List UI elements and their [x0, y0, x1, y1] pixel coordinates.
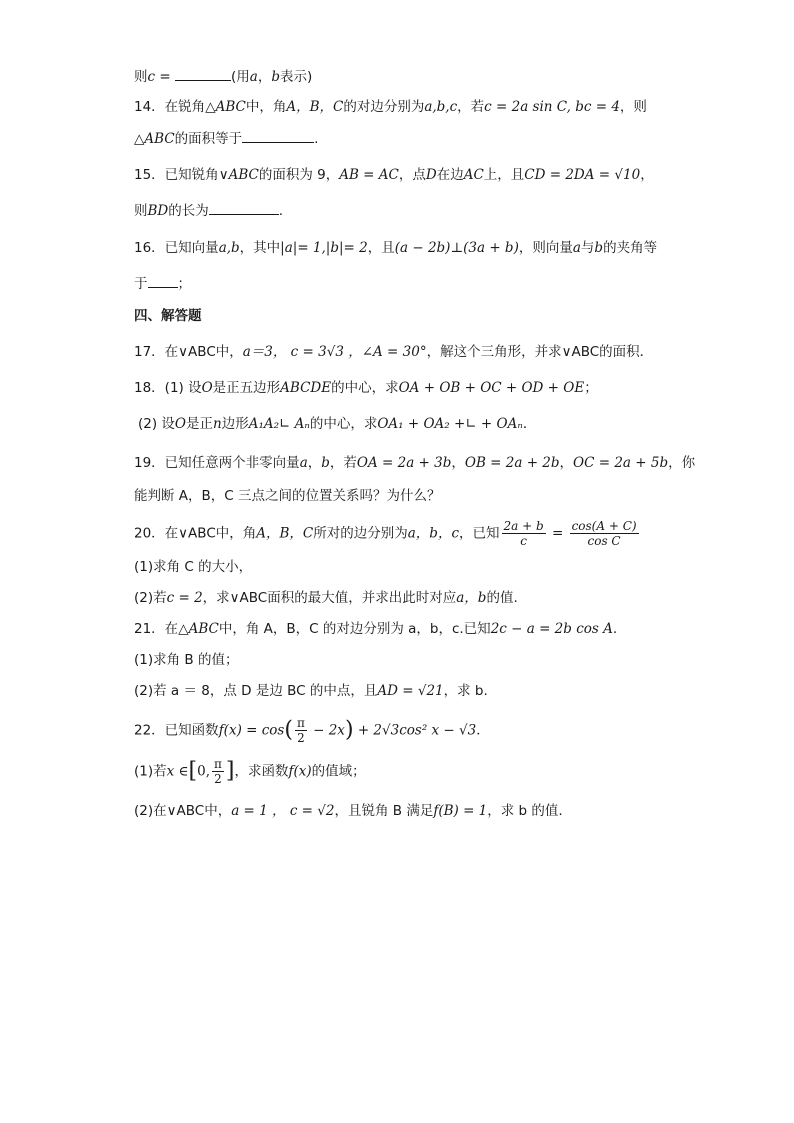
q15-text: 则 [134, 203, 148, 219]
q13-eq: = [155, 69, 175, 85]
q19-line-1 [134, 453, 714, 473]
q18-text: (2) 设 [138, 416, 175, 432]
q13-text: ， [257, 69, 272, 85]
q14-angles: A，B，C [286, 99, 344, 115]
q14-triangle: △ABC [205, 99, 246, 115]
q22-text: ，求 b 的值. [487, 803, 563, 819]
q14-answer-blank[interactable] [242, 128, 314, 143]
q15-text: 的面积为 9， [258, 167, 340, 183]
q13-text: 表示) [279, 69, 313, 85]
q22-part-1 [134, 757, 714, 786]
q13-text: 则 [134, 69, 148, 85]
q14-sides: a,b,c [424, 99, 458, 115]
q17-condition: a＝3， c = 3√3 ，∠A = 30° [242, 344, 427, 360]
q20-angles: A，B，C [256, 525, 314, 542]
q13-var-a: a [249, 69, 258, 85]
q19-vector-b: b [321, 455, 330, 471]
q15-text: . [278, 203, 284, 219]
q20-condition: c = 2 [166, 590, 203, 606]
q19-text: ，你 [668, 455, 696, 471]
q14-line-1 [134, 97, 714, 117]
q22-function: f(B) = 1 [433, 803, 488, 819]
q15-condition: CD = 2DA = √10 [524, 167, 641, 183]
q18-text: 18．(1) 设 [134, 380, 202, 396]
q20-part-1: (1)求角 C 的大小， [134, 559, 253, 575]
q17-text: ，解这个三角形，并求∨ABC的面积． [426, 344, 654, 360]
q22-frac-den: 2 [297, 731, 305, 745]
q21-line-1 [134, 619, 714, 639]
q14-line-2 [134, 128, 714, 149]
q14-text: 中，角 [245, 99, 287, 115]
q13-answer-blank[interactable] [175, 66, 231, 81]
q15-segment: BD [147, 203, 169, 219]
q13-var-c: c [147, 69, 156, 85]
q21-condition: 2c − a = 2b cos A [490, 621, 613, 637]
q20-fraction-left [502, 519, 546, 548]
q17-text: 17．在∨ABC中， [134, 344, 243, 360]
q18-pentagon: ABCDE [280, 380, 332, 396]
q16-text: 16．已知向量 [134, 240, 219, 256]
q14-text: ，若 [457, 99, 485, 115]
q22-line-1 [134, 716, 714, 745]
q20-fraction-right [570, 519, 639, 548]
q22-function: f(x) [288, 763, 312, 780]
q20-text: ，求∨ABC面积的最大值，并求出此时对应 [202, 590, 457, 606]
q21-text: 21．在 [134, 621, 179, 637]
q19-eq-ob: OB = 2a + 2b [464, 455, 560, 471]
q22-domain: x ∈ [166, 763, 189, 780]
q16-text: ； [177, 276, 191, 292]
q16-text: ，其中 [239, 240, 281, 256]
q22-frac-den: 2 [214, 772, 222, 786]
q14-text: ，则 [619, 99, 647, 115]
q22-text: ． [476, 722, 490, 739]
q18-n: n [213, 416, 222, 432]
q16-answer-blank[interactable] [148, 273, 178, 288]
q19-text: ，若 [329, 455, 357, 471]
q22-condition: a = 1 ， c = √2 [231, 803, 335, 819]
q14-text: . [314, 131, 319, 147]
q22-text: ，求函数 [234, 763, 289, 780]
q16-line-1 [134, 238, 714, 258]
q15-text: ， [640, 167, 654, 183]
q20-vars: a，b [456, 590, 487, 606]
q16-text: 与 [580, 240, 595, 256]
section-heading: 四、解答题 [134, 308, 202, 324]
q22-text: 的值域； [311, 763, 366, 780]
q17-line [134, 342, 714, 362]
q20-frac-num: 2a + b [503, 519, 544, 533]
q22-term: + 2√3cos² x − √3 [353, 722, 477, 739]
q16-line-2 [134, 273, 714, 294]
q15-condition: AB = AC [339, 167, 399, 183]
q22-frac-num: π [214, 757, 222, 771]
q16-text: ，且 [367, 240, 395, 256]
q20-sides: a，b，c [407, 525, 460, 542]
q13-text: (用 [230, 69, 250, 85]
q21-part-1: (1)求角 B 的值； [134, 652, 239, 668]
q19-eq-oc: OC = 2a + 5b [573, 455, 669, 471]
q22-paren-close: ) [344, 717, 354, 743]
q22-bracket-open: [ [188, 758, 198, 784]
q16-vectors: a,b [218, 240, 240, 256]
q16-text: 的夹角等 [603, 240, 658, 256]
q20-frac-num: cos(A + C) [571, 519, 637, 533]
q18-text: 的中心，求 [331, 380, 399, 396]
q18-text: ． [522, 416, 537, 432]
q20-part-2 [134, 588, 714, 608]
q18-text: ； [584, 380, 598, 396]
q22-fraction-pi-over-2 [212, 757, 224, 786]
q22-part-2 [134, 801, 714, 821]
q18-line-1 [134, 378, 714, 398]
q22-text: (1)若 [134, 763, 167, 780]
q14-text: 14．在锐角 [134, 99, 206, 115]
q20-text: (2)若 [134, 590, 167, 606]
q15-text: ，点 [398, 167, 426, 183]
q13-tail-line [134, 66, 714, 87]
q22-bracket-close: ] [225, 758, 235, 784]
q14-text: 的面积等于 [174, 131, 243, 147]
q19-eq-oa: OA = 2a + 3b [356, 455, 452, 471]
q22-function: f(x) = cos [218, 722, 285, 739]
q13-var-b: b [271, 69, 280, 85]
q22-frac-num: π [296, 716, 305, 730]
q20-eq: = [547, 525, 568, 542]
q22-text: (2)在∨ABC中， [134, 803, 232, 819]
q21-condition: AD = √21 [377, 683, 444, 699]
q15-text: 15．已知锐角 [134, 167, 219, 183]
q16-condition: |a|= 1,|b|= 2 [280, 240, 368, 256]
q15-text: 上，且 [483, 167, 525, 183]
q18-line-2 [138, 414, 718, 434]
q15-text: 的长为 [168, 203, 209, 219]
q22-term: − 2x [308, 722, 345, 739]
q21-text: ，求 b. [443, 683, 488, 699]
q18-text: 是正五边形 [212, 380, 281, 396]
q15-triangle: ∨ABC [218, 167, 259, 183]
q20-text: ，已知 [459, 525, 500, 542]
q16-vector-a: a [572, 240, 581, 256]
q19-text: ， [559, 455, 574, 471]
q18-text: 边形 [221, 416, 249, 432]
q21-text: . [612, 621, 618, 637]
q18-center: O [174, 416, 186, 432]
q21-text: (2)若 a ＝ 8，点 D 是边 BC 的中点，且 [134, 683, 378, 699]
q18-vector-sum: OA₁ + OA₂ +∟ + OAₙ [377, 416, 523, 432]
q20-text: 20．在∨ABC中，角 [134, 525, 257, 542]
q15-answer-blank[interactable] [209, 200, 279, 215]
q20-text: 所对的边分别为 [313, 525, 408, 542]
q22-interval-start: 0, [197, 763, 211, 780]
q20-line-1 [134, 519, 714, 548]
q16-condition: (a − 2b)⊥(3a + b) [394, 240, 519, 256]
q18-center: O [201, 380, 213, 396]
q21-triangle: △ABC [178, 621, 219, 637]
q19-text: ， [451, 455, 465, 471]
q16-vector-b: b [594, 240, 604, 256]
q19-text: 19．已知任意两个非零向量 [134, 455, 300, 471]
q14-condition: c = 2a sin C, bc = 4 [484, 99, 620, 115]
q18-text: 的中心，求 [309, 416, 378, 432]
q22-fraction-pi-over-2 [295, 716, 307, 745]
q14-triangle: △ABC [134, 131, 175, 147]
q20-frac-den: c [520, 534, 527, 548]
q15-edge: AC [463, 167, 484, 183]
q15-line-2 [134, 200, 714, 221]
q22-paren-open: ( [284, 717, 293, 743]
q21-part-2 [134, 681, 714, 701]
q22-text: 22．已知函数 [134, 722, 219, 739]
q16-text: 于 [134, 276, 148, 292]
q20-frac-den: cos C [587, 534, 621, 548]
q18-polygon: A₁A₂∟ Aₙ [248, 416, 310, 432]
q19-line-2: 能判断 A，B，C 三点之间的位置关系吗？为什么？ [134, 488, 441, 504]
q19-vector-a: a [299, 455, 308, 471]
q15-text: 在边 [436, 167, 464, 183]
q22-text: ，且锐角 B 满足 [334, 803, 434, 819]
q19-text: ， [307, 455, 322, 471]
q15-point: D [425, 167, 437, 183]
q18-vector-sum: OA + OB + OC + OD + OE [398, 380, 585, 396]
q20-text: 的值. [486, 590, 518, 606]
q16-text: ，则向量 [518, 240, 573, 256]
q14-text: 的对边分别为 [343, 99, 425, 115]
q21-text: 中，角 A，B，C 的对边分别为 a，b，c.已知 [218, 621, 491, 637]
q18-text: 是正 [186, 416, 213, 432]
q15-line-1 [134, 165, 714, 185]
